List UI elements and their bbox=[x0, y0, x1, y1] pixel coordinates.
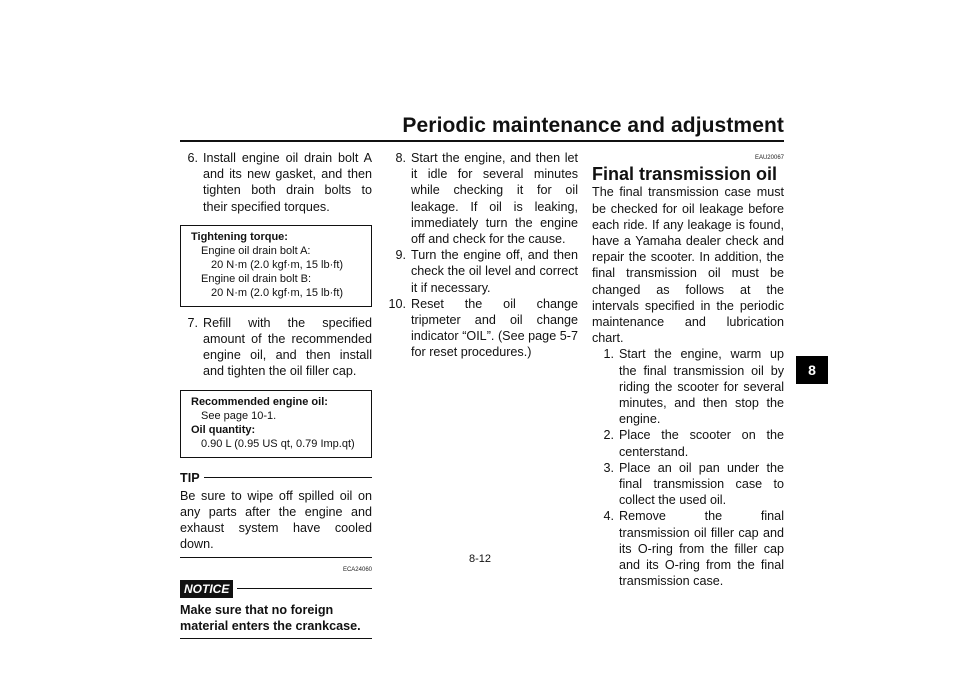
torque-spec-box bbox=[180, 225, 372, 307]
notice-badge: NOTICE bbox=[180, 580, 233, 598]
section-code: EAU20067 bbox=[754, 155, 784, 161]
step-text: Remove the final transmission oil filler cap and its O-ring from the filler cap and its O-ring from the final transmission case. bbox=[619, 509, 784, 589]
step-9 bbox=[384, 247, 578, 296]
step-text: Start the engine, and then let it idle for several minutes while checking it for oil leakage. If oil is leaking, immediately turn the engine off and check for the cause. bbox=[411, 151, 578, 247]
tip-label: TIP bbox=[180, 470, 200, 485]
torque-heading: Tightening torque: bbox=[191, 230, 288, 243]
quantity-value: 0.90 L (0.95 US qt, 0.79 Imp.qt) bbox=[201, 437, 355, 450]
step-number: 6. bbox=[187, 151, 198, 165]
notice-bottom-rule bbox=[180, 638, 372, 639]
step-text: Install engine oil drain bolt A and its new gasket, and then tighten both drain bolts to their specified torques. bbox=[203, 151, 372, 214]
notice-code: ECA24060 bbox=[342, 566, 372, 573]
step-text: Reset the oil change tripmeter and oil change indicator “OIL”. (See page 5-7 for reset procedures.) bbox=[411, 296, 578, 360]
bolt-b-value: 20 N·m (2.0 kgf·m, 15 lb·ft) bbox=[211, 286, 344, 299]
tip-text: Be sure to wipe off spilled oil on any parts after the engine and exhaust system have cooled down. bbox=[180, 488, 372, 552]
step-number: 9. bbox=[395, 248, 406, 263]
step-text: Turn the engine off, and then check the oil level and correct it if necessary. bbox=[411, 248, 578, 295]
bolt-a-value: 20 N·m (2.0 kgf·m, 15 lb·ft) bbox=[211, 258, 344, 271]
step-text: Start the engine, warm up the final transmission oil by riding the scooter for several minutes, and then stop the engine. bbox=[619, 347, 784, 427]
section-intro: The final transmission case must be checked for oil leakage before each ride. If any leakage is found, have a Yamaha dealer check and repair the scooter. In addition, the final transmission oil must be changed as follows at the intervals specified in the periodic maintenance and lubrication chart. bbox=[592, 185, 784, 346]
step-text: Refill with the specified amount of the recommended engine oil, and then install and tighten the oil filler cap. bbox=[203, 315, 372, 379]
step-10 bbox=[384, 296, 578, 361]
step-number: 3. bbox=[603, 460, 614, 475]
step-7 bbox=[180, 315, 372, 380]
step-6 bbox=[180, 150, 372, 215]
notice-text: Make sure that no foreign material enters the crankcase. bbox=[180, 603, 361, 634]
page-number: 8-12 bbox=[468, 553, 492, 565]
tip-heading bbox=[180, 470, 372, 486]
bolt-b-label: Engine oil drain bolt B: bbox=[201, 272, 312, 285]
step-4 bbox=[592, 508, 784, 589]
step-2 bbox=[592, 427, 784, 459]
header-rule bbox=[180, 140, 784, 142]
notice-rule bbox=[237, 588, 372, 589]
step-number: 2. bbox=[603, 428, 614, 443]
chapter-tab[interactable]: 8 bbox=[796, 356, 828, 384]
step-3 bbox=[592, 460, 784, 509]
section-title: Final transmission oil bbox=[592, 164, 778, 185]
oil-spec-box bbox=[180, 390, 372, 458]
tip-rule bbox=[204, 477, 372, 478]
step-number: 8. bbox=[395, 151, 406, 165]
step-number: 7. bbox=[187, 315, 198, 330]
step-number: 10. bbox=[388, 296, 406, 311]
column-1 bbox=[180, 150, 372, 639]
quantity-heading: Oil quantity: bbox=[191, 423, 256, 436]
step-1 bbox=[592, 346, 784, 427]
page-header-title: Periodic maintenance and adjustment bbox=[402, 114, 784, 137]
column-2 bbox=[384, 150, 578, 361]
oil-value: See page 10-1. bbox=[201, 409, 277, 422]
notice-heading bbox=[180, 580, 372, 598]
step-text: Place the scooter on the centerstand. bbox=[619, 428, 784, 459]
step-number: 4. bbox=[603, 509, 614, 524]
step-text: Place an oil pan under the final transmission case to collect the used oil. bbox=[619, 460, 784, 508]
step-number: 1. bbox=[603, 347, 614, 362]
column-3 bbox=[592, 150, 784, 589]
step-8 bbox=[384, 150, 578, 247]
oil-heading: Recommended engine oil: bbox=[191, 395, 328, 408]
bolt-a-label: Engine oil drain bolt A: bbox=[201, 244, 311, 257]
